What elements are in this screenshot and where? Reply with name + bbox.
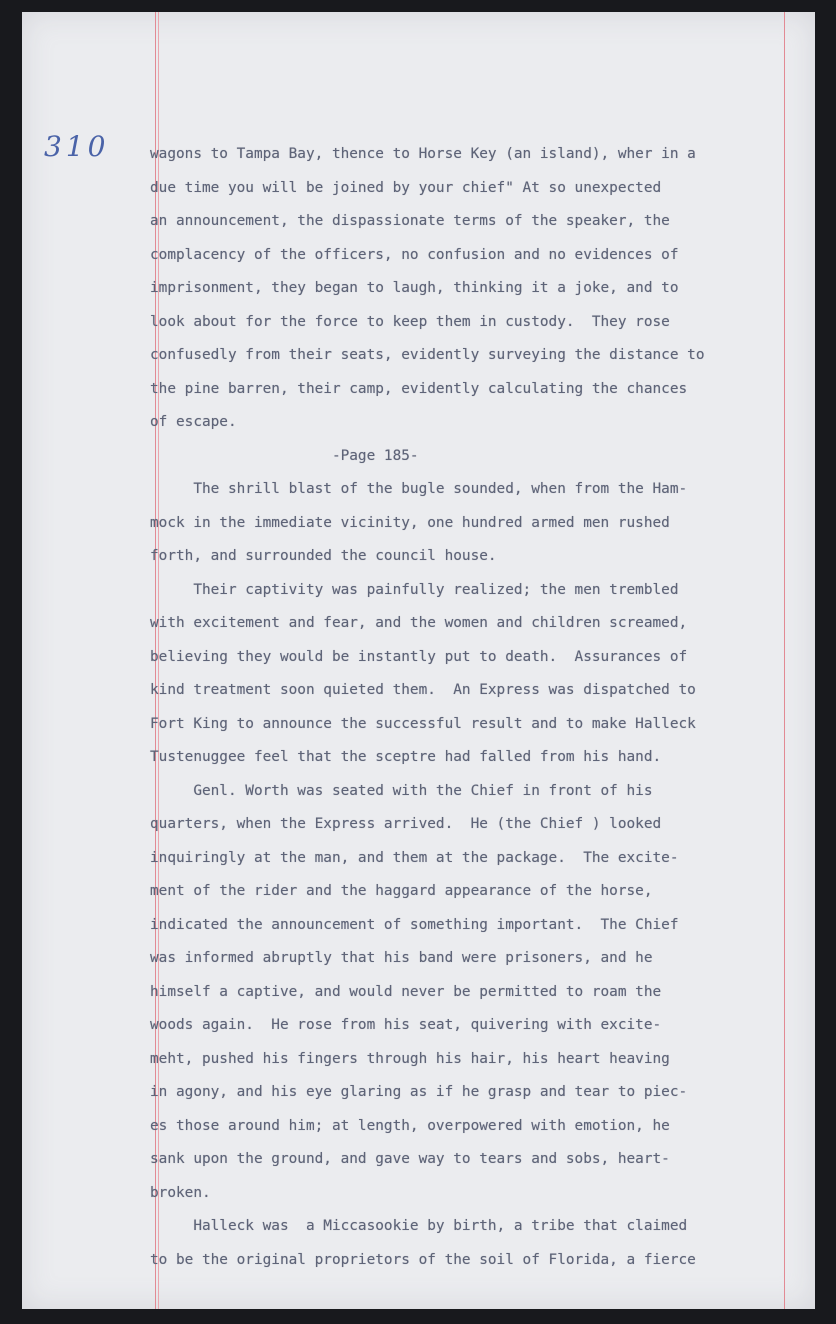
text-line: the pine barren, their camp, evidently calculating the chances [150, 380, 688, 397]
text-line: quarters, when the Express arrived. He (the Chief ) looked [150, 816, 662, 832]
text-line: inquiringly at the man, and them at the package. The excite- [150, 849, 679, 866]
text-line: wagons to Tampa Bay, thence to Horse Key (an island), wher in a [150, 146, 696, 162]
text-line: broken. [150, 1184, 211, 1201]
text-line: believing they would be instantly put to death. Assurances of [150, 648, 688, 665]
text-line: himself a captive, and would never be permitted to roam the [150, 983, 662, 1000]
text-line: es those around him; at length, overpowered with emotion, he [150, 1117, 670, 1134]
text-line: imprisonment, they began to laugh, thinking it a joke, and to [150, 280, 679, 296]
text-line: Halleck was a Miccasookie by birth, a tribe that claimed [150, 1218, 688, 1234]
text-line: with excitement and fear, and the women and children screamed, [150, 615, 688, 631]
text-line: woods again. He rose from his seat, quivering with excite- [150, 1017, 662, 1033]
text-line: due time you will be joined by your chief" At so unexpected [150, 179, 662, 196]
text-line: Tustenuggee feel that the sceptre had falled from his hand. [150, 749, 662, 765]
text-line: complacency of the officers, no confusion and no evidences of [150, 246, 679, 263]
text-line: in agony, and his eye glaring as if he grasp and tear to piec- [150, 1084, 688, 1100]
text-line: indicated the announcement of something important. The Chief [150, 916, 679, 933]
text-line: meht, pushed his fingers through his hair, his heart heaving [150, 1050, 670, 1067]
text-line: of escape. [150, 414, 237, 430]
text-line: Genl. Worth was seated with the Chief in front of his [150, 782, 653, 799]
typed-text-body [150, 138, 830, 1277]
text-line: ment of the rider and the haggard appearance of the horse, [150, 883, 653, 899]
text-line: The shrill blast of the bugle sounded, when from the Ham- [150, 481, 688, 497]
handwritten-page-number: 310 [44, 130, 110, 163]
text-line: an announcement, the dispassionate terms of the speaker, the [150, 213, 670, 229]
text-line: sank upon the ground, and gave way to tears and sobs, heart- [150, 1151, 670, 1167]
text-line: kind treatment soon quieted them. An Express was dispatched to [150, 682, 696, 698]
text-line: Their captivity was painfully realized; the men trembled [150, 581, 679, 598]
text-line: mock in the immediate vicinity, one hundred armed men rushed [150, 514, 670, 531]
page-marker: -Page 185- [150, 447, 419, 464]
text-line: was informed abruptly that his band were prisoners, and he [150, 950, 653, 966]
text-line: Fort King to announce the successful result and to make Halleck [150, 715, 696, 732]
text-line: look about for the force to keep them in custody. They rose [150, 313, 670, 330]
text-line: confusedly from their seats, evidently surveying the distance to [150, 347, 705, 363]
text-line: forth, and surrounded the council house. [150, 548, 497, 564]
text-line: to be the original proprietors of the soil of Florida, a fierce [150, 1251, 696, 1268]
